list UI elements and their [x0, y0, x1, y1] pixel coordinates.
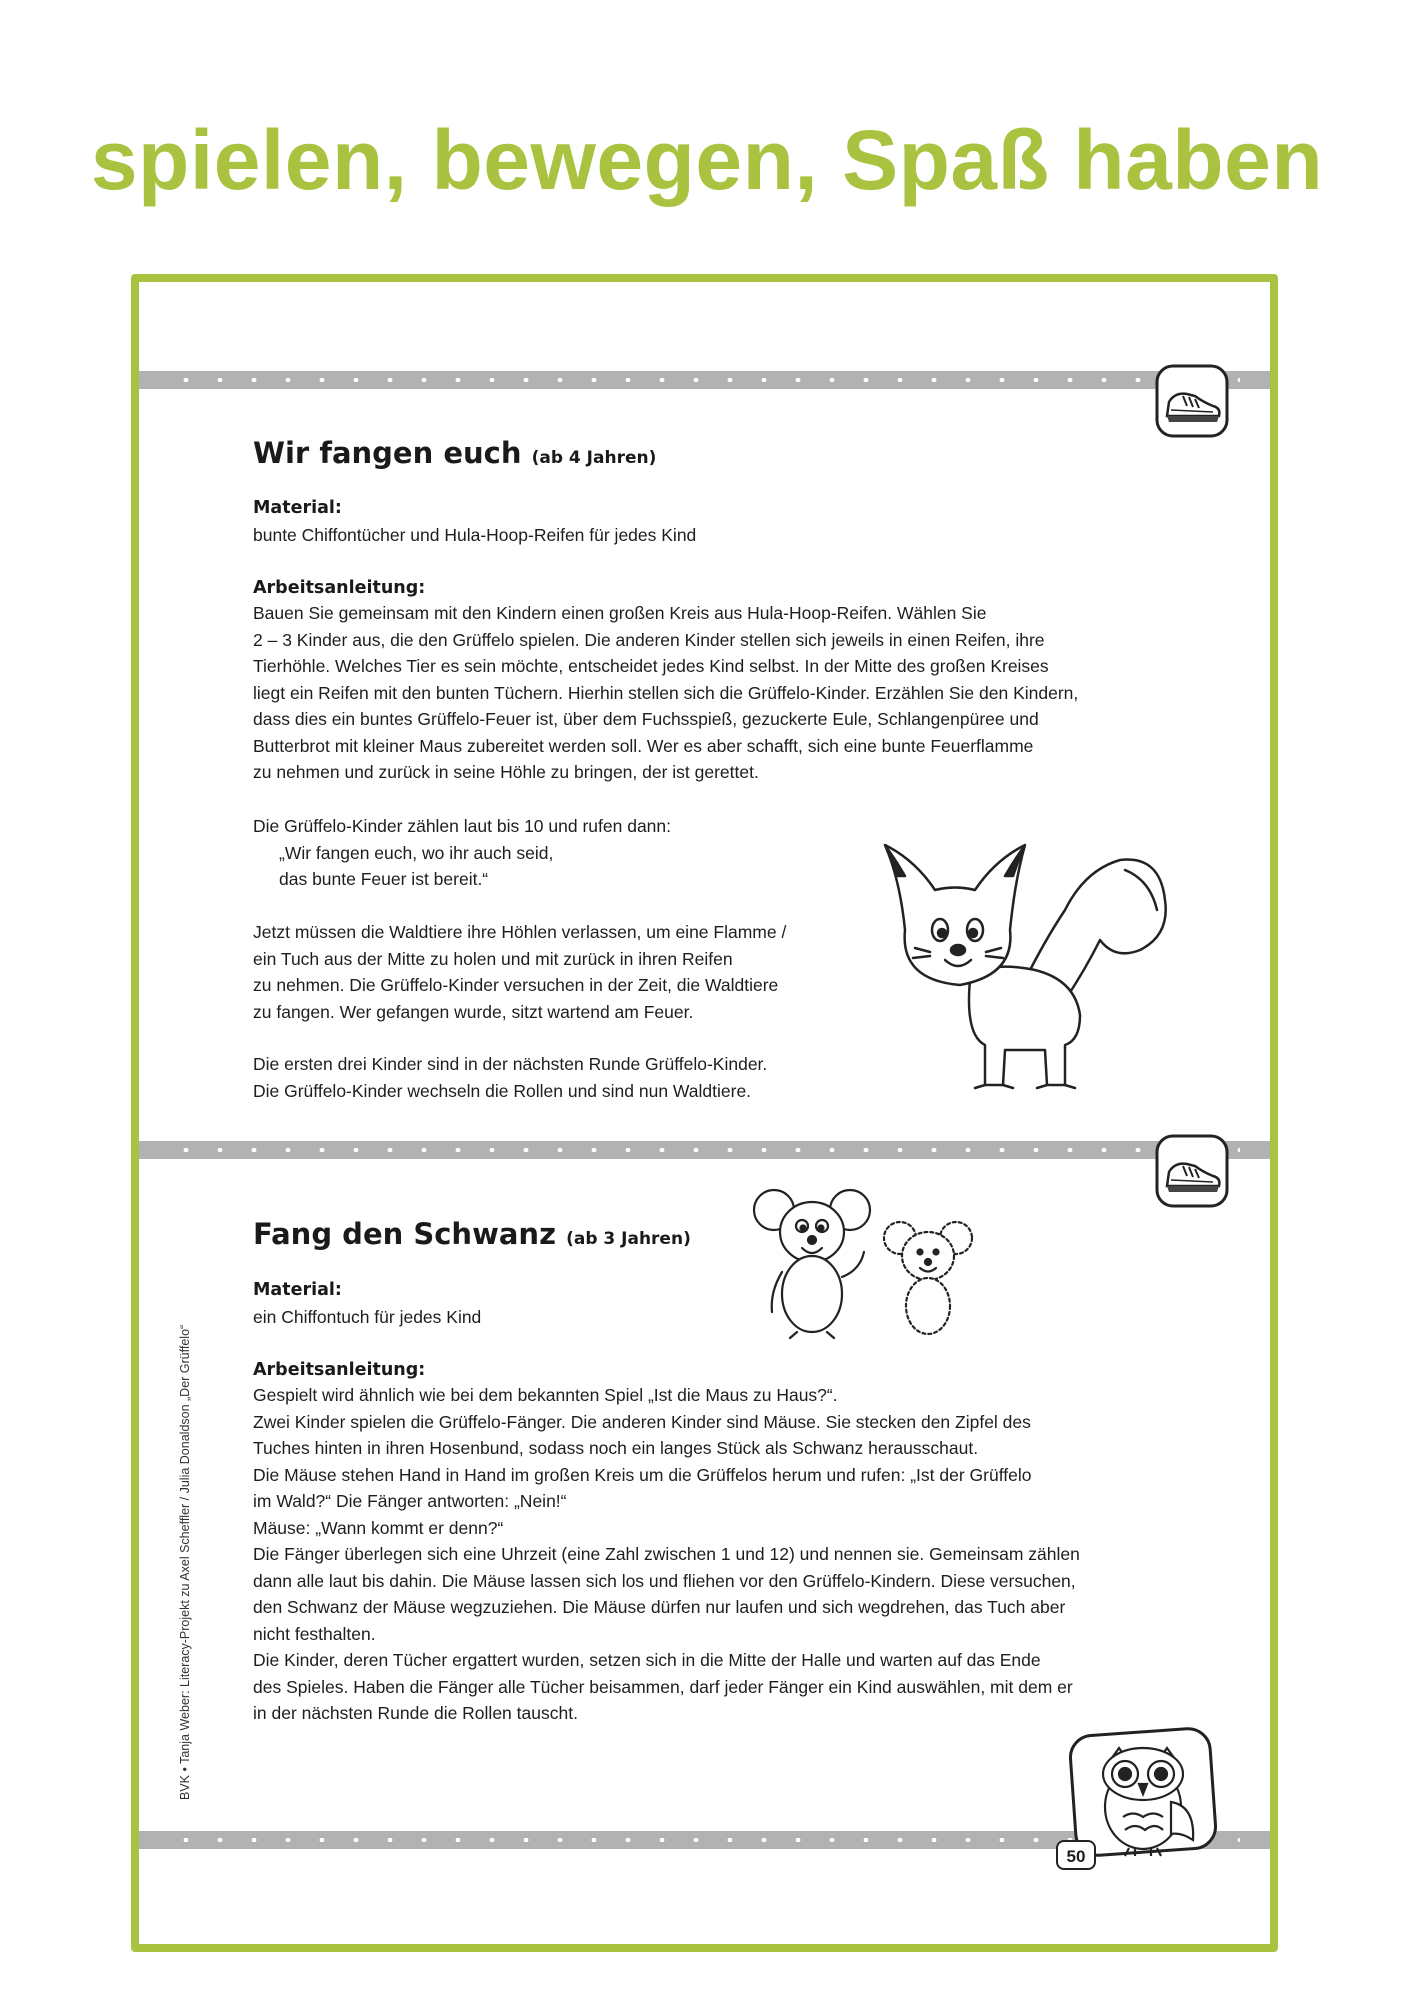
text-line: dass dies ein buntes Grüffelo-Feuer ist, über dem Fuchsspieß, gezuckerte Eule, Schlangenpüree und: [253, 709, 1039, 729]
text-line: Die ersten drei Kinder sind in der nächsten Runde Grüffelo-Kinder.: [253, 1054, 768, 1074]
game1-material-label: Material:: [253, 498, 342, 518]
rhyme-line: „Wir fangen euch, wo ihr auch seid,: [279, 842, 554, 863]
text-line: den Schwanz der Mäuse wegzuziehen. Die Mäuse dürfen nur laufen und sich wegdrehen, das Tuch aber: [253, 1597, 1066, 1617]
text-line: Tuches hinten in ihren Hosenbund, sodass noch ein langes Stück als Schwanz herausschaut.: [253, 1438, 979, 1458]
text-line: Die Kinder, deren Tücher ergattert wurden, setzen sich in die Mitte der Halle und warten auf das Ende: [253, 1650, 1041, 1670]
text-line: Mäuse: „Wann kommt er denn?“: [253, 1517, 504, 1538]
game2-instructions-label: Arbeitsanleitung:: [253, 1360, 426, 1380]
text-line: in der nächsten Runde die Rollen tauscht.: [253, 1703, 578, 1723]
sneaker-icon: [1153, 1132, 1233, 1212]
game2-title: [253, 1217, 691, 1251]
divider-strip-top: [139, 371, 1270, 389]
game1-material: bunte Chiffontücher und Hula-Hoop-Reifen für jedes Kind: [253, 525, 697, 545]
text-line: Die Fänger überlegen sich eine Uhrzeit (eine Zahl zwischen 1 und 12) und nennen sie. Gemeinsam zählen: [253, 1544, 1080, 1564]
text-line: Tierhöhle. Welches Tier es sein möchte, entscheidet jedes Kind selbst. In der Mitte des großen Kreises: [253, 656, 1049, 676]
game1-paragraph-2: [253, 813, 671, 893]
game2-title-text: Fang den Schwanz: [253, 1217, 556, 1251]
text-line: 2 – 3 Kinder aus, die den Grüffelo spielen. Die anderen Kinder stellen sich jeweils in einen Reifen, ihre: [253, 629, 1045, 650]
game1-paragraph-1: [253, 600, 1078, 786]
game1-title-text: Wir fangen euch: [253, 436, 522, 470]
text-line: Die Grüffelo-Kinder zählen laut bis 10 und rufen dann:: [253, 816, 672, 836]
page-heading: spielen, bewegen, Spaß haben: [90, 113, 1324, 207]
game2-material: ein Chiffontuch für jedes Kind: [253, 1307, 482, 1327]
game1-paragraph-3: [253, 919, 786, 1025]
game1-instructions-label: Arbeitsanleitung:: [253, 578, 426, 598]
game1-title: [253, 436, 656, 470]
text-line: Die Grüffelo-Kinder wechseln die Rollen und sind nun Waldtiere.: [253, 1080, 752, 1101]
game1-paragraph-4: [253, 1051, 767, 1104]
text-line: Gespielt wird ähnlich wie bei dem bekannten Spiel „Ist die Maus zu Haus?“.: [253, 1385, 838, 1405]
text-line: Bauen Sie gemeinsam mit den Kindern einen großen Kreis aus Hula-Hoop-Reifen. Wählen Sie: [253, 603, 987, 623]
text-line: nicht festhalten.: [253, 1623, 376, 1644]
text-line: zu nehmen. Die Grüffelo-Kinder versuchen in der Zeit, die Waldtiere: [253, 975, 779, 995]
text-line: zu nehmen und zurück in seine Höhle zu bringen, der ist gerettet.: [253, 762, 759, 782]
page-number: 50: [1056, 1840, 1096, 1870]
text-line: zu fangen. Wer gefangen wurde, sitzt wartend am Feuer.: [253, 1001, 694, 1022]
rhyme-line: das bunte Feuer ist bereit.“: [279, 869, 489, 889]
text-line: des Spieles. Haben die Fänger alle Tücher beisammen, darf jeder Fänger ein Kind auswählen, mit dem er: [253, 1676, 1073, 1697]
fox-illustration: [875, 840, 1175, 1100]
text-line: im Wald?“ Die Fänger antworten: „Nein!“: [253, 1491, 567, 1511]
text-line: Butterbrot mit kleiner Maus zubereitet werden soll. Wer es aber schafft, sich eine bunte Feuerflamme: [253, 735, 1034, 756]
text-line: ein Tuch aus der Mitte zu holen und mit zurück in ihren Reifen: [253, 948, 733, 969]
text-line: liegt ein Reifen mit den bunten Tüchern. Hierhin stellen sich die Grüffelo-Kinder. Erzählen Sie den Kindern,: [253, 682, 1079, 703]
credit-line: BVK • Tanja Weber: Literacy-Projekt zu Axel Scheffler / Julia Donaldson „Der Grüffelo“: [178, 1324, 192, 1800]
game2-paragraph: [253, 1382, 1080, 1727]
game2-age: (ab 3 Jahren): [566, 1229, 691, 1249]
text-line: Jetzt müssen die Waldtiere ihre Höhlen verlassen, um eine Flamme /: [253, 922, 787, 942]
game1-age: (ab 4 Jahren): [531, 448, 657, 468]
text-line: Die Mäuse stehen Hand in Hand im großen Kreis um die Grüffelos herum und rufen: „Ist der Grüffelo: [253, 1464, 1032, 1485]
text-line: dann alle laut bis dahin. Die Mäuse lassen sich los und fliehen vor den Grüffelo-Kindern. Diese versuchen,: [253, 1570, 1076, 1591]
mice-illustration: [752, 1182, 982, 1342]
divider-strip-middle: [139, 1141, 1270, 1159]
sneaker-icon: [1153, 362, 1233, 442]
game2-material-label: Material:: [253, 1280, 342, 1300]
text-line: Zwei Kinder spielen die Grüffelo-Fänger. Die anderen Kinder sind Mäuse. Sie stecken den Zipfel des: [253, 1411, 1031, 1432]
